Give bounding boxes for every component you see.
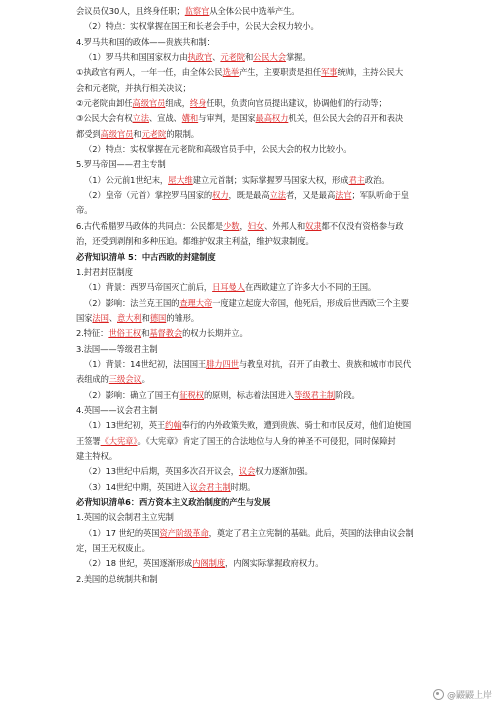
text-line (76, 388, 458, 403)
text-line (76, 418, 458, 433)
highlighted-term: 法国 (92, 312, 109, 323)
text-segment: （2）13世纪中后期，英国多次召开议会， (84, 466, 239, 477)
text-segment: 和 (141, 328, 150, 339)
text-line (76, 111, 458, 126)
text-line (76, 65, 458, 80)
highlighted-term: 君主 (348, 174, 365, 185)
highlighted-term: 屋大维 (168, 174, 193, 185)
text-segment: 都受到 (76, 128, 101, 139)
text-line (76, 495, 458, 510)
text-segment: 治，还受到剥削和多种压迫。都维护奴隶主利益，维护奴隶制度。 (76, 236, 314, 247)
text-line (76, 96, 458, 111)
text-segment: 的限制。 (166, 128, 199, 139)
highlighted-term: 高级官员 (132, 98, 166, 109)
text-segment: ②元老院由卸任 (76, 98, 133, 109)
text-segment: （1）罗马共和国国家权力由 (84, 52, 188, 63)
text-segment: 产生，主要职责是担任 (239, 67, 322, 78)
highlighted-term: 选举 (222, 67, 240, 78)
text-line (76, 127, 458, 142)
text-segment: 定，国王无权废止。 (76, 543, 150, 554)
text-segment: 组成， (165, 98, 190, 109)
text-segment: 必背知识清单6：西方资本主义政治制度的产生与发展 (76, 497, 271, 507)
text-segment: （2）特点：实权掌握在国王和长老会手中，公民大会权力较小。 (84, 21, 319, 32)
text-segment: 在西欧建立了许多大小不同的王国。 (244, 282, 377, 293)
text-segment: 从全体公民中选举产生。 (209, 6, 300, 16)
highlighted-term: 高级官员 (100, 128, 134, 139)
text-segment: 时期。 (230, 481, 256, 492)
text-segment: 会议员仅30人，且终身任职； (76, 6, 185, 16)
text-segment: 必背知识清单 5：中古西欧的封建制度 (76, 251, 216, 262)
text-segment: 奉行的内外政策失败，遭到贵族、骑士和市民反对，他们迫使国 (181, 420, 412, 431)
text-line (76, 342, 458, 357)
highlighted-term: 等级君主制 (294, 389, 336, 400)
text-segment: 会和元老院，并执行相关决议； (76, 82, 191, 93)
text-segment: （1）17 世纪的英国 (84, 527, 160, 538)
text-segment: （1）背景：14世纪初，法国国王 (84, 358, 207, 369)
text-segment: 与教皇对抗，召开了由教士、贵族和城市市民代 (238, 358, 412, 369)
text-segment: 、 (212, 52, 221, 63)
text-segment: 1.英国的议会制君主立宪制 (76, 512, 174, 523)
text-segment: 机关，但公民大会的召开和表决 (288, 113, 404, 124)
text-segment: （2）皇帝（元首）掌控罗马国家的 (84, 190, 213, 201)
text-segment: （2）影响：法兰克王国的 (84, 297, 180, 308)
highlighted-term: 议会君主制 (189, 481, 231, 492)
text-line (76, 556, 458, 571)
text-segment: 表组成的 (76, 374, 109, 385)
highlighted-term: 意大利 (117, 312, 142, 323)
text-line (76, 480, 458, 495)
text-line (76, 4, 458, 19)
text-segment: ， (239, 220, 248, 231)
text-line (76, 464, 458, 479)
text-segment: 统帅，主持公民大 (337, 67, 404, 78)
text-segment: 都不仅没有资格参与政 (321, 220, 404, 231)
watermark-text: @鼹鼹上岸 (446, 691, 492, 701)
highlighted-term: 妇女 (247, 220, 265, 231)
text-segment: 国家 (76, 312, 93, 323)
text-line (76, 173, 458, 188)
text-line (76, 280, 458, 295)
text-segment: 3.法国——等级君主制 (76, 343, 158, 354)
text-segment: （1）公元前1世纪末， (84, 174, 169, 185)
highlighted-term: 执政官 (187, 52, 213, 63)
highlighted-term: 《大宪章》 (100, 435, 138, 446)
text-segment: 与审判，是国家 (198, 113, 256, 124)
highlighted-term: 世俗王权 (108, 328, 142, 339)
text-segment: ；军队听命于皇 (351, 190, 409, 201)
text-line (76, 326, 458, 341)
highlighted-term: 权力 (212, 190, 229, 201)
text-segment: 4.罗马共和国的政体——贵族共和制： (76, 36, 215, 47)
text-segment: 4.英国——议会君主制 (76, 404, 158, 415)
text-line (76, 510, 458, 525)
highlighted-term: 媾和 (181, 113, 199, 124)
text-segment: （2）18 世纪，英国逐渐形成 (84, 558, 193, 569)
highlighted-term: 基督教会 (149, 328, 183, 339)
highlighted-term: 德国 (149, 312, 167, 323)
highlighted-term: 元老院 (141, 128, 167, 139)
text-segment: 帝。 (76, 205, 93, 216)
highlighted-term: 腓力四世 (206, 358, 239, 369)
text-segment: 1.封君封臣制度 (76, 266, 133, 277)
text-line (76, 157, 458, 172)
text-segment: 阶段。 (335, 389, 360, 400)
highlighted-term: 查理大帝 (179, 297, 213, 308)
text-segment: 建立元首制；实际掌握罗马国家大权，形成 (192, 174, 349, 185)
text-line (76, 50, 458, 65)
text-segment: 一度建立起庞大帝国，他死后，形成后世西欧三个主要 (212, 297, 409, 308)
text-line (76, 572, 458, 587)
highlighted-term: 资产阶级革命 (159, 527, 209, 538)
watermark (433, 688, 492, 701)
highlighted-term: 约翰 (165, 420, 182, 431)
text-segment: 2.美国的总统制共和制 (76, 573, 158, 584)
text-segment: （1）背景：西罗马帝国灭亡前后， (84, 282, 213, 293)
text-segment: 权力逐渐加强。 (255, 466, 313, 477)
highlighted-term: 立法 (132, 113, 149, 124)
text-segment: 政治。 (364, 174, 390, 185)
text-segment: ③公民大会有权 (76, 113, 133, 124)
highlighted-term: 法官 (335, 190, 352, 201)
highlighted-term: 日耳曼人 (212, 282, 245, 293)
text-segment: 。《大宪章》肯定了国王的合法地位与人身的神圣不可侵犯，同时保障封 (137, 435, 396, 446)
document-body (76, 4, 458, 587)
text-line (76, 449, 458, 464)
highlighted-term: 征税权 (179, 389, 204, 400)
text-line (76, 142, 458, 157)
text-segment: 的雏形。 (166, 312, 200, 323)
text-line (76, 188, 458, 203)
highlighted-term: 军事 (321, 67, 338, 78)
logo-icon (433, 689, 444, 700)
text-segment: 和 (133, 128, 142, 139)
text-segment: （2）特点：实权掌握在元老院和高级官员手中，公民大会的权力比较小。 (84, 144, 352, 155)
text-line (76, 19, 458, 34)
text-segment: 和 (244, 52, 254, 63)
text-segment: 王签署 (76, 435, 101, 446)
text-line (76, 372, 458, 387)
text-line (76, 219, 458, 234)
text-line (76, 234, 458, 249)
text-line (76, 296, 458, 311)
highlighted-term: 内阁制度 (192, 558, 226, 569)
text-line (76, 434, 458, 449)
text-line (76, 203, 458, 218)
text-line (76, 81, 458, 96)
text-segment: 。 (141, 374, 150, 385)
text-segment: 的权力长期并立。 (182, 328, 248, 339)
highlighted-term: 立法 (269, 190, 286, 201)
text-segment: 6.古代希腊罗马政体的共同点：公民都是 (76, 220, 224, 231)
text-segment: ①执政官有两人，一年一任，由全体公民 (76, 67, 223, 78)
text-segment: （3）14世纪中期，英国进入 (84, 481, 190, 492)
text-line (76, 35, 458, 50)
text-segment: 者，又是最高 (285, 190, 336, 201)
highlighted-term: 奴隶 (305, 220, 322, 231)
text-line (76, 526, 458, 541)
text-segment: 掌握。 (285, 52, 311, 63)
text-segment: （2）影响：确立了国王有 (84, 389, 180, 400)
text-line (76, 250, 458, 265)
text-line (76, 265, 458, 280)
text-line (76, 311, 458, 326)
text-segment: 和 (141, 312, 150, 323)
text-segment: ，奠定了君主立宪制的基础。此后，英国的法律由议会制 (208, 527, 414, 538)
text-segment: 2.特征： (76, 328, 109, 339)
highlighted-term: 最高权力 (255, 113, 289, 124)
highlighted-term: 公民大会 (253, 52, 286, 63)
text-segment: 任职，负责向官员提出建议，协调他们的行动等； (206, 98, 387, 109)
text-line (76, 403, 458, 418)
highlighted-term: 终身 (189, 98, 207, 109)
text-segment: ，既是最高 (228, 190, 270, 201)
highlighted-term: 元老院 (220, 52, 245, 63)
highlighted-term: 少数 (223, 220, 240, 231)
text-segment: 、外邦人和 (264, 220, 306, 231)
text-segment: 、宣战、 (148, 113, 182, 124)
highlighted-term: 三级会议 (108, 374, 142, 385)
text-segment: ，内阁实际掌握政府权力。 (225, 558, 324, 569)
text-segment: 建主特权。 (76, 450, 117, 461)
text-segment: 的原则，标志着法国进入 (203, 389, 295, 400)
text-segment: （1）13世纪初，英王 (84, 420, 166, 431)
text-line (76, 357, 458, 372)
text-segment: 5.罗马帝国——君主专制 (76, 159, 166, 170)
text-segment: 、 (108, 312, 118, 323)
highlighted-term: 监察官 (184, 6, 210, 16)
highlighted-term: 议会 (238, 466, 256, 477)
text-line (76, 541, 458, 556)
